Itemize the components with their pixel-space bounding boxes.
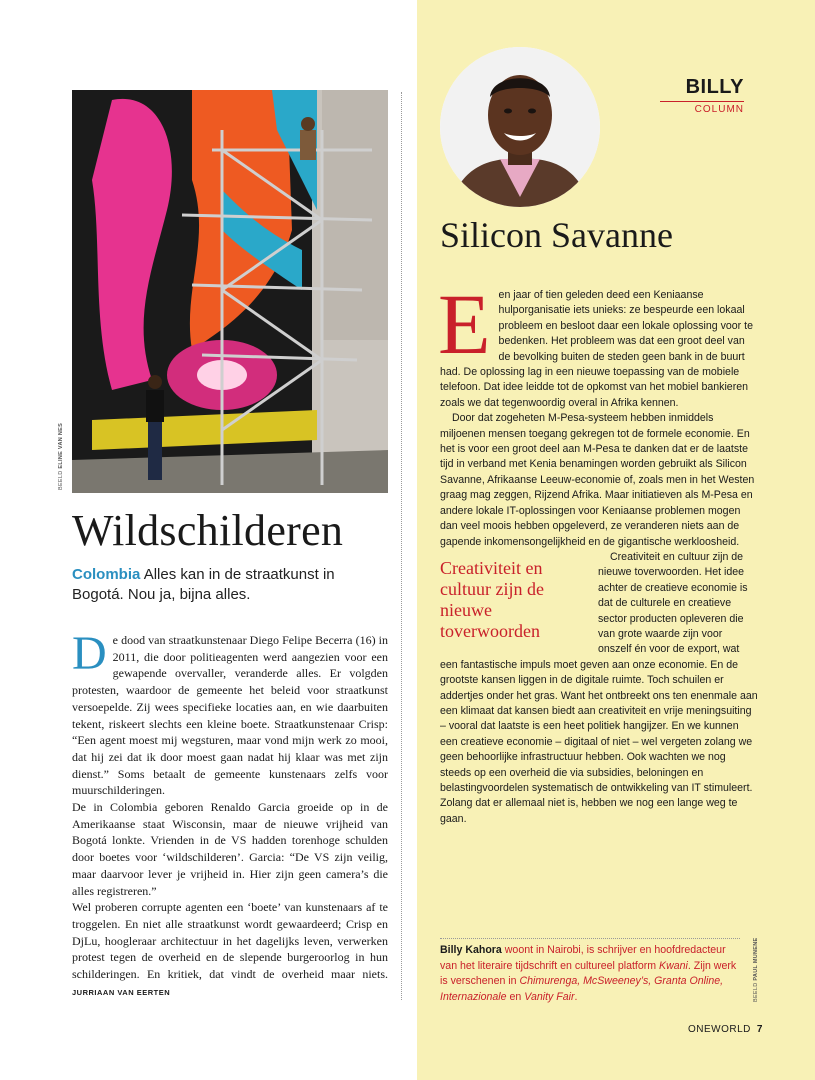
right-headline: Silicon Savanne bbox=[440, 215, 673, 255]
photo-credit-name: ELINE VAN NES bbox=[58, 422, 64, 469]
portrait-credit bbox=[753, 937, 759, 1002]
right-paragraph-text: en jaar of tien geleden deed een Keniaanse hulporganisatie iets unieks: ze bespeurde een lokaal probleem en besloot daar een lokale oplossing voor te bedenken. Het probleem was dat een groot deel van de bevolking buiten de steden geen bank in de buurt had. De oplossing lag in een nieuwe toepassing van de mobiele telefoon. Dat idee leidde tot de opkomst van het mobiel bankieren zoals we dat tegenwoordig overal in Afrika kennen. bbox=[440, 289, 753, 409]
photo-credit-label: BEELD bbox=[58, 470, 64, 490]
author-portrait bbox=[440, 47, 600, 207]
left-article-body bbox=[72, 627, 388, 1001]
right-dropcap: E bbox=[438, 276, 491, 372]
pullquote: Creativiteit en cultuur zijn de nieuwe toverwoorden bbox=[440, 557, 544, 641]
bio-journal: Kwani bbox=[659, 959, 688, 972]
left-headline: Wildschilderen bbox=[72, 506, 344, 555]
bio-text: woont in Nairobi, is schrijver en hoofdredacteur van het literaire tijdschrift en cultureel platform bbox=[440, 944, 726, 972]
right-paragraph-text: Creativiteit en cultuur zijn de nieuwe toverwoorden. Het idee achter de creatieve economie is dat de culturele en creatieve sector producten opleveren die van grote waarde zijn voor onszelf én voor de export, wat een fantastische impuls moet geven aan onze economie. En de grootste kansen liggen in de digitale ruimte. Toch schuilen er addertjes onder het gras. Want het ontbreekt ons ten enenmale aan een klimaat dat kansen biedt aan creativiteit en vrije meningsuiting – vooral dat laatste is een heet politiek hangijzer. En we kunnen een creatieve economie – digitaal of niet – wel vergeten zolang we geen behoorlijke infrastructuur hebben. Ook wachten we nog steeds op een overheid die via subsidies, beloningen en belastingvoordelen systematisch de ontwikkeling van IT stimuleert. Zolang dat er allemaal niet is, hebben we nog een lange weg te gaan. bbox=[440, 550, 758, 825]
bio-publications: Chimurenga, McSweeney’s, Granta Online, Internazionale bbox=[440, 975, 724, 1003]
portrait-credit-name: PAUL MUNENE bbox=[753, 937, 759, 981]
left-paragraph-3 bbox=[72, 899, 388, 1001]
bio-last-publication: Vanity Fair bbox=[524, 990, 575, 1003]
column-label bbox=[660, 76, 744, 115]
deck-kicker: Colombia bbox=[72, 566, 141, 583]
right-paragraph-3 bbox=[440, 550, 758, 827]
deck-text: Alles kan in de straatkunst in Bogotá. Nou ja, bijna alles. bbox=[72, 566, 335, 603]
bio-name: Billy Kahora bbox=[440, 944, 502, 956]
left-paragraph-1 bbox=[72, 627, 388, 799]
magazine-name: ONEWORLD bbox=[688, 1024, 751, 1035]
column-divider bbox=[401, 92, 402, 1000]
author-bio: Billy Kahora woont in Nairobi, is schrijver en hoofdredacteur van het literaire tijdschrift en cultureel platform Kwani. Zijn werk is verschenen in Chimurenga, McSweeney’s, Granta Online, Internazionale en Vanity Fair. bbox=[440, 938, 740, 1005]
right-paragraph-1 bbox=[438, 276, 758, 411]
page-number: 7 bbox=[756, 1024, 763, 1035]
bio-text2: Zijn werk is verschenen in bbox=[440, 959, 737, 987]
left-deck bbox=[72, 565, 382, 605]
street-art-photo bbox=[72, 90, 388, 493]
right-paragraph-2: Door dat zogeheten M-Pesa-systeem hebben inmiddels miljoenen mensen toegang gekregen tot de formele economie. En het is voor een groot deel aan M-Pesa te danken dat er de laatste tijd in verband met Kenia benamingen worden gebruikt als Silicon Savanne, Afrikaanse Leeuw-economie of, zoals men in het Westen graag mag zeggen, Rijzend Afrika. Maar initiatieven als M-Pesa en andere lokale IT-oplossingen voor Keniaanse problemen mogen dan veel moois hebben opgeleverd, ze veranderen niets aan de gapende inkomensongelijkheid en de gigantische werkloosheid. bbox=[440, 412, 755, 548]
column-name: BILLY bbox=[660, 76, 744, 102]
left-paragraph-text: e dood van straatkunstenaar Diego Felipe Becerra (16) in 2011, die door politieagenten werd aangezien voor een gewapende overvaller, veranderde alles. Er volgden protesten, waardoor de gemeente het beleid voor straatkunst versoepelde. Zij wees specifieke locaties aan, en wie daarbuiten tekent, riskeert slechts een kleine boete. Straatkunstenaar Crisp: “Een agent moest mij wegsturen, maar vond mijn werk zo mooi, dat hij zei dat ik door moest gaan nadat hij klaar was met zijn dienst.” Soms betaalt de gemeente kunstenaars zelfs voor muurschilderingen. bbox=[72, 633, 388, 798]
byline: JURRIAAN VAN EERTEN bbox=[72, 987, 171, 997]
left-paragraph-2: De in Colombia geboren Renaldo Garcia groeide op in de Amerikaanse staat Wisconsin, maar de nieuwe vrijheid van Bogotá lonkte. Vrienden in de VS hadden torenhoge schulden door boetes voor ‘wildschilderen’. Garcia: “De VS zijn veilig, maar daarvoor lever je vrijheid in. Hier zijn geen camera’s die alles registreren.” bbox=[72, 800, 388, 898]
portrait-credit-label: BEELD bbox=[753, 982, 759, 1002]
right-article-body bbox=[438, 276, 758, 827]
column-type: COLUMN bbox=[694, 104, 744, 115]
bio-and: en bbox=[509, 990, 522, 1003]
left-dropcap: D bbox=[72, 627, 107, 680]
page-folio bbox=[688, 1024, 763, 1035]
photo-credit bbox=[58, 423, 64, 490]
left-paragraph-text: Wel proberen corrupte agenten een ‘boete’ van kunstenaars af te troggelen. En niet alle straatkunst wordt gewaardeerd; Crisp en DjLu, hoogleraar architectuur in het dagelijks leven, verwerken protest tegen de overheid en de slepende burgeroorlog in hun schilderingen. En kritiek, dat vindt de overheid maar niets. bbox=[72, 900, 388, 982]
